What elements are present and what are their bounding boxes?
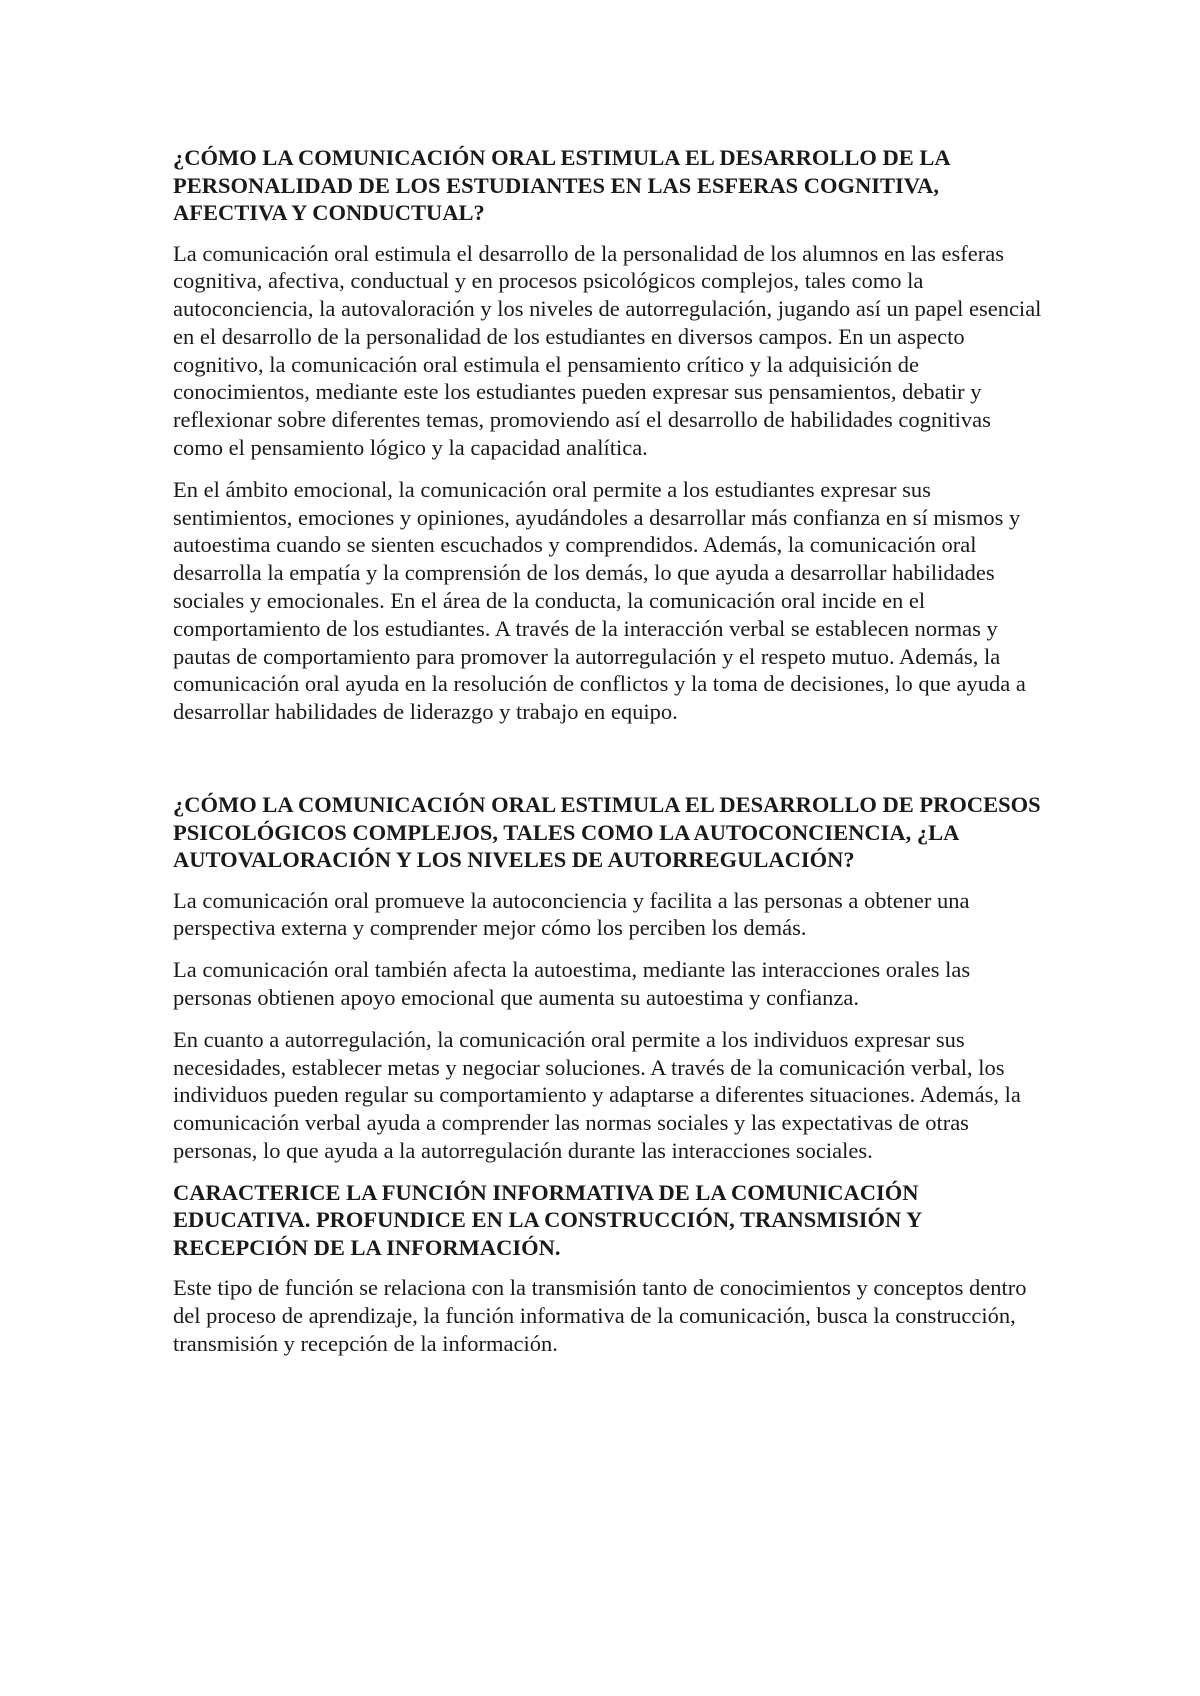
paragraph: En cuanto a autorregulación, la comunicación oral permite a los individuos expresar sus necesidades, establecer metas y negociar soluciones. A través de la comunicación verbal, los individuos pueden regular su comportamiento y adaptarse a diferentes situaciones. Además, la comunicación verbal ayuda a comprender las normas sociales y las expectativas de otras personas, lo que ayuda a la autorregulación durante las interacciones sociales. xyxy=(173,1026,1021,1163)
section-heading-2: ¿CÓMO LA COMUNICACIÓN ORAL ESTIMULA EL DESARROLLO DE PROCESOS PSICOLÓGICOS COMPLEJOS, TALES COMO LA AUTOCONCIENCIA, ¿LA AUTOVALORACIÓN Y LOS NIVELES DE AUTORREGULACIÓN? xyxy=(173,792,1041,873)
document-content xyxy=(173,144,1043,1372)
paragraph: La comunicación oral también afecta la autoestima, mediante las interacciones orales las personas obtienen apoyo emocional que aumenta su autoestima y confianza. xyxy=(173,957,971,1010)
section-heading-3: CARACTERICE LA FUNCIÓN INFORMATIVA DE LA COMUNICACIÓN EDUCATIVA. PROFUNDICE EN LA CONSTRUCCIÓN, TRANSMISIÓN Y RECEPCIÓN DE LA INFORMACIÓN. xyxy=(173,1179,922,1260)
paragraph: Este tipo de función se relaciona con la transmisión tanto de conocimientos y conceptos dentro del proceso de aprendizaje, la función informativa de la comunicación, busca la construcción, transmisión y recepción de la información. xyxy=(173,1275,1027,1356)
paragraph: En el ámbito emocional, la comunicación oral permite a los estudiantes expresar sus sentimientos, emociones y opiniones, ayudándoles a desarrollar más confianza en sí mismos y autoestima cuando se sienten escuchados y comprendidos. Además, la comunicación oral desarrolla la empatía y la comprensión de los demás, lo que ayuda a desarrollar habilidades sociales y emocionales. En el área de la conducta, la comunicación oral incide en el comportamiento de los estudiantes. A través de la interacción verbal se establecen normas y pautas de comportamiento para promover la autorregulación y el respeto mutuo. Además, la comunicación oral ayuda en la resolución de conflictos y la toma de decisiones, lo que ayuda a desarrollar habilidades de liderazgo y trabajo en equipo. xyxy=(173,476,1026,725)
paragraph: La comunicación oral promueve la autoconciencia y facilita a las personas a obtener una perspectiva externa y comprender mejor cómo los perciben los demás. xyxy=(173,887,970,941)
paragraph: La comunicación oral estimula el desarrollo de la personalidad de los alumnos en las esferas cognitiva, afectiva, conductual y en procesos psicológicos complejos, tales como la autoconciencia, la autovaloración y los niveles de autorregulación, jugando así un papel esencial en el desarrollo de la personalidad de los estudiantes en diversos campos. En un aspecto cognitivo, la comunicación oral estimula el pensamiento crítico y la adquisición de conocimientos, mediante este los estudiantes pueden expresar sus pensamientos, debatir y reflexionar sobre diferentes temas, promoviendo así el desarrollo de habilidades cognitivas como el pensamiento lógico y la capacidad analítica. xyxy=(173,240,1042,461)
section-heading-1: ¿CÓMO LA COMUNICACIÓN ORAL ESTIMULA EL DESARROLLO DE LA PERSONALIDAD DE LOS ESTUDIANTES EN LAS ESFERAS COGNITIVA, AFECTIVA Y CONDUCTUAL? xyxy=(173,145,950,225)
section-spacer xyxy=(173,740,1043,791)
